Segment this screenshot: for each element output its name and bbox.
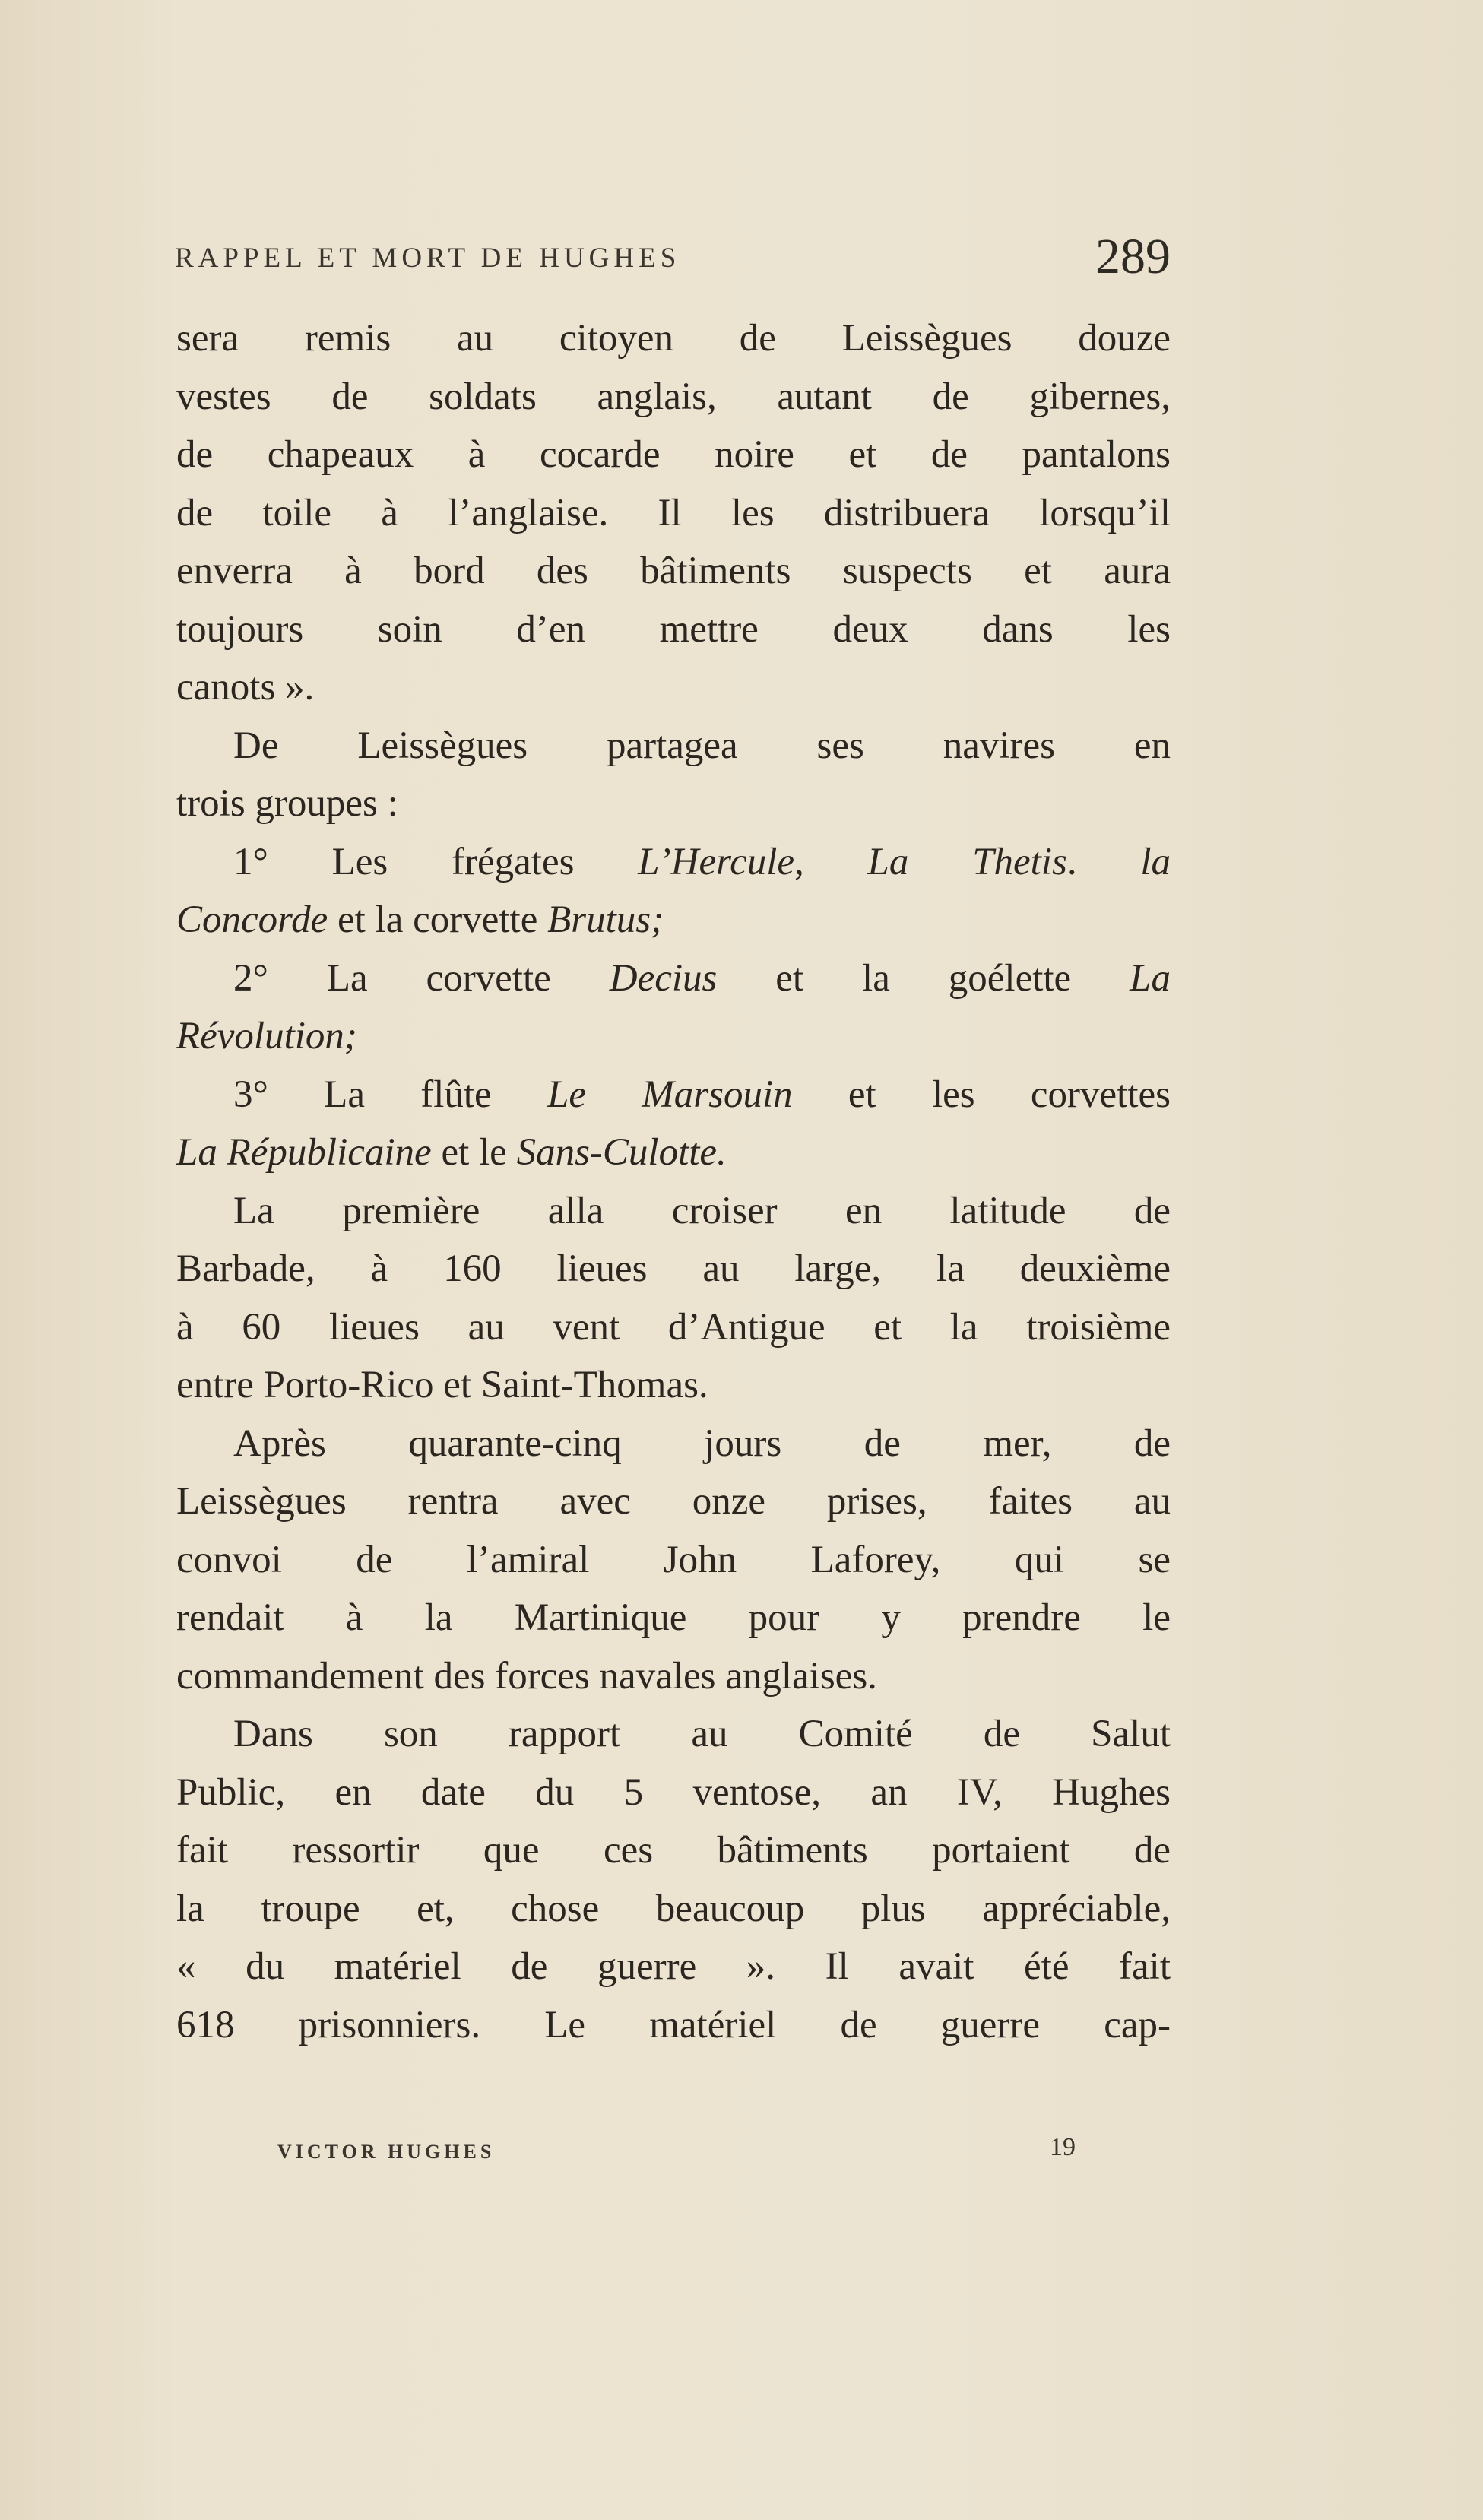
text-line [176, 1821, 1171, 1880]
line-text: entre Porto-Rico et Saint-Thomas. [176, 1364, 708, 1406]
line-text: « du matériel de guerre ». Il avait été fait [176, 1945, 1171, 1988]
text-line [176, 1705, 1171, 1764]
text-line [176, 309, 1171, 368]
line-text: convoi de l’amiral John Laforey, qui se [176, 1538, 1171, 1581]
ship-name: Le Marsouin [547, 1073, 793, 1116]
ship-name: Révolution; [176, 1015, 357, 1057]
line-text: La première alla croiser en latitude de [233, 1189, 1171, 1232]
line-text: toujours soin d’en mettre deux dans les [176, 607, 1171, 651]
text-line [176, 484, 1171, 543]
signature-mark: VICTOR HUGHES [277, 2141, 496, 2163]
line-text: . [1066, 840, 1141, 883]
line-text: 2° La corvette [233, 956, 610, 1000]
text-line [176, 1764, 1171, 1822]
text-line [176, 1182, 1171, 1241]
line-text: 618 prisonniers. Le matériel de guerre cap- [176, 2003, 1171, 2046]
line-text: de chapeaux à cocarde noire et de pantalons [176, 433, 1171, 476]
ship-name: La Thetis [867, 840, 1067, 883]
text-line [176, 891, 1171, 949]
line-text: Barbade, à 160 lieues au large, la deuxième [176, 1247, 1171, 1290]
running-head [175, 228, 1171, 289]
text-line [176, 1472, 1171, 1531]
line-text: canots ». [176, 666, 315, 708]
text-line [176, 1647, 1171, 1706]
line-text: De Leissègues partagea ses navires en [233, 724, 1171, 767]
line-text: rendait à la Martinique pour y prendre le [176, 1596, 1171, 1639]
text-line [176, 1938, 1171, 1996]
line-text: commandement des forces navales anglaises. [176, 1654, 877, 1697]
ship-name: La Républicaine [176, 1131, 432, 1174]
ship-name: Decius [609, 956, 718, 1000]
ship-name: La [1130, 956, 1171, 1000]
line-text: , [794, 840, 868, 883]
line-text: trois groupes : [176, 782, 398, 825]
line-text: vestes de soldats anglais, autant de gibernes, [176, 375, 1171, 418]
text-line [176, 1124, 1171, 1182]
ship-name: L’Hercule [638, 840, 795, 883]
line-text: la troupe et, chose beaucoup plus appréciable, [176, 1887, 1171, 1930]
text-line [176, 1240, 1171, 1298]
text-line [176, 368, 1171, 426]
text-line [176, 1880, 1171, 1938]
text-line [176, 1415, 1171, 1473]
text-line [176, 1996, 1171, 2055]
line-text: et la corvette [328, 899, 548, 941]
ship-name: Brutus; [547, 899, 664, 941]
line-text: 1° Les frégates [233, 840, 639, 883]
line-text: 3° La flûte [233, 1073, 547, 1116]
text-line [176, 542, 1171, 601]
line-text: et le [431, 1131, 517, 1174]
text-line [176, 1007, 1171, 1066]
body-text [176, 309, 1171, 2054]
ship-name: Concorde [176, 899, 328, 941]
text-line [176, 601, 1171, 659]
line-text: et les corvettes [792, 1073, 1171, 1116]
running-title: RAPPEL ET MORT DE HUGHES [175, 242, 681, 274]
ship-name: la [1140, 840, 1171, 883]
text-line [176, 1589, 1171, 1647]
sheet-number: 19 [1050, 2133, 1076, 2161]
line-text: Public, en date du 5 ventose, an IV, Hughes [176, 1770, 1171, 1814]
line-text: Dans son rapport au Comité de Salut [233, 1713, 1171, 1755]
text-line [176, 1356, 1171, 1415]
line-text: sera remis au citoyen de Leissègues douze [176, 317, 1171, 360]
text-line [176, 1066, 1171, 1124]
line-text: à 60 lieues au vent d’Antigue et la troisième [176, 1305, 1171, 1349]
text-line [176, 949, 1171, 1008]
page-footer [277, 2129, 1076, 2174]
text-line [176, 833, 1171, 892]
line-text: Après quarante-cinq jours de mer, de [233, 1422, 1171, 1465]
ship-name: Sans-Culotte. [516, 1131, 727, 1174]
line-text: enverra à bord des bâtiments suspects et aura [176, 550, 1171, 592]
text-line [176, 775, 1171, 833]
line-text: fait ressortir que ces bâtiments portaient de [176, 1829, 1171, 1872]
line-text: de toile à l’anglaise. Il les distribuera lorsqu’il [176, 491, 1171, 534]
page-number: 289 [1095, 229, 1171, 284]
line-text: Leissègues rentra avec onze prises, faites au [176, 1480, 1171, 1523]
text-line [176, 426, 1171, 484]
text-line [176, 1531, 1171, 1590]
text-line [176, 717, 1171, 775]
line-text: et la goélette [717, 956, 1130, 1000]
text-line [176, 658, 1171, 717]
text-line [176, 1298, 1171, 1357]
